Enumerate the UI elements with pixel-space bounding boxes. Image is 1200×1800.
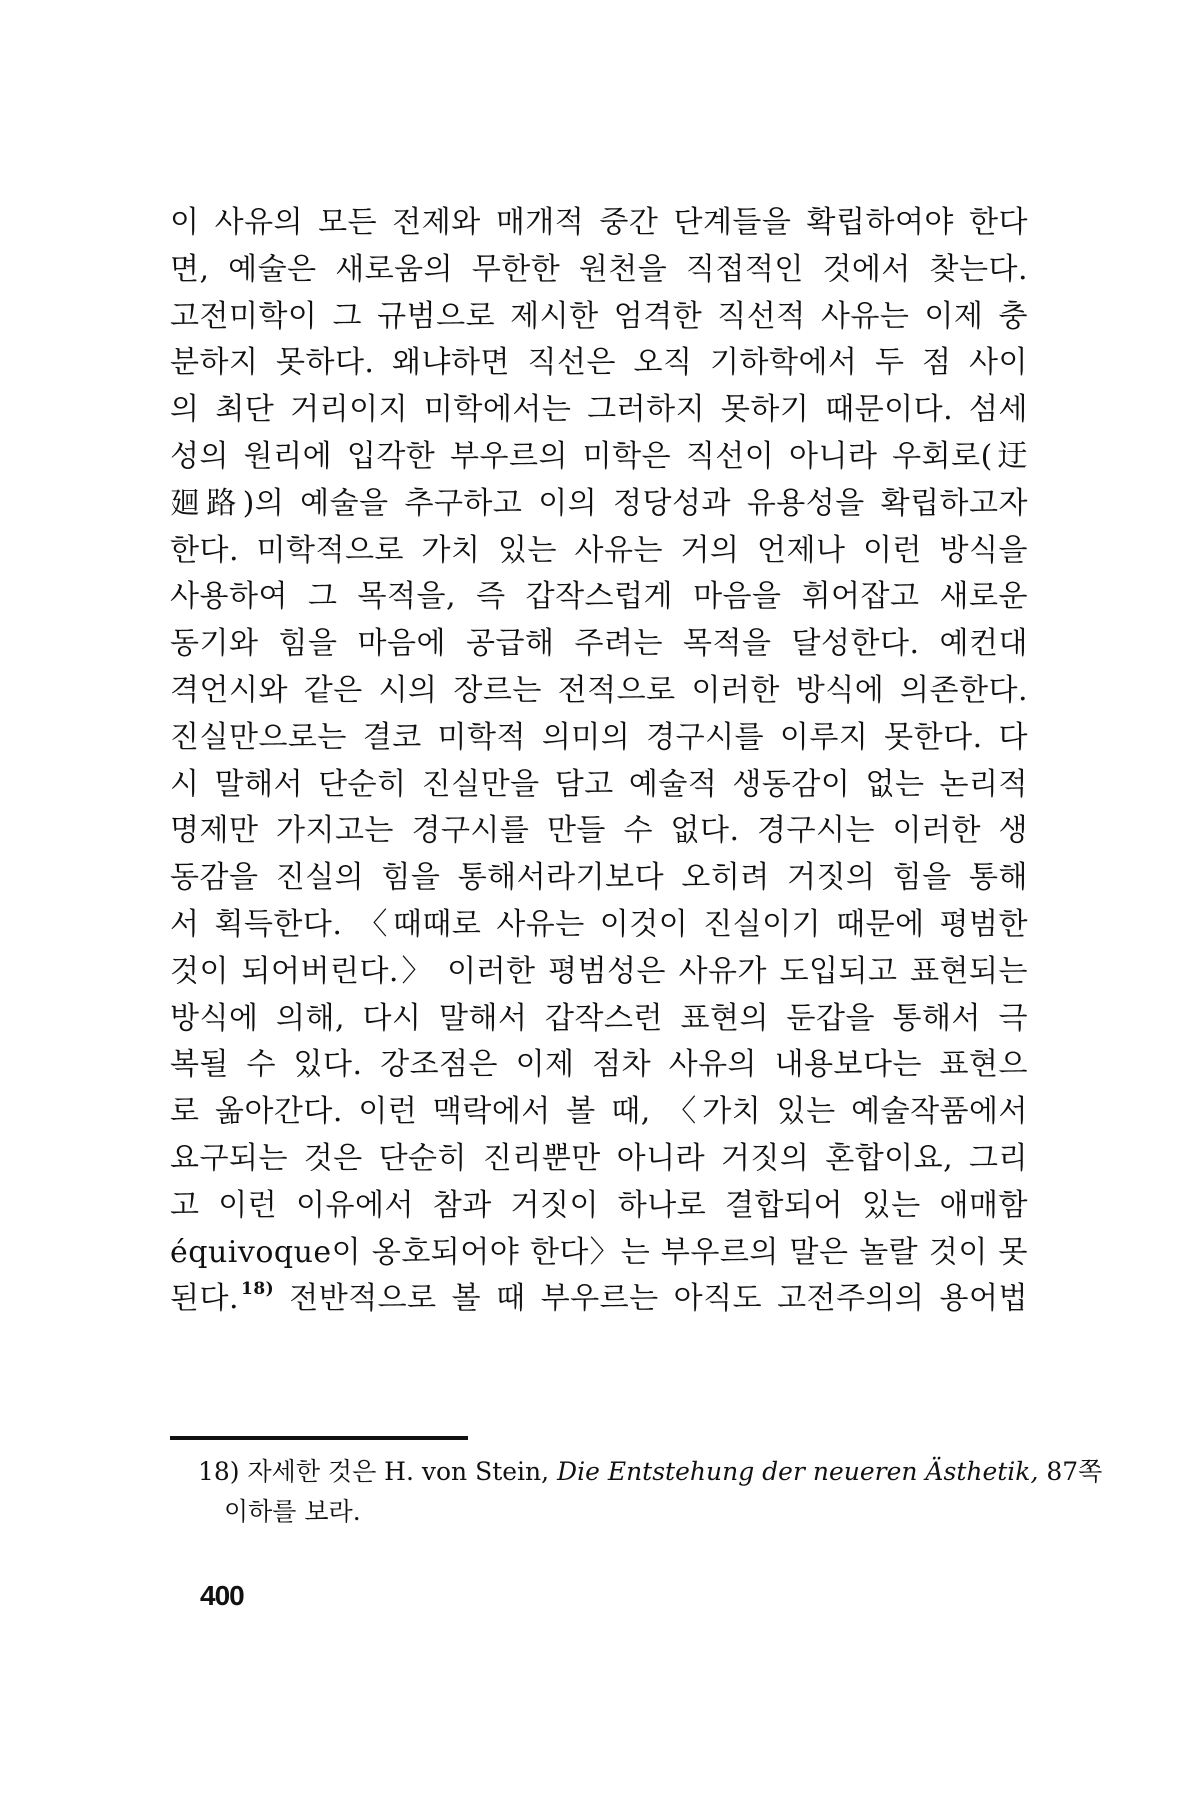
footnote-line-2: 이하를 보라.: [224, 1497, 361, 1526]
body-line: 방식에 의해, 다시 말해서 갑작스런 표현의 둔갑을 통해서 극: [170, 1000, 1028, 1036]
body-line: 사용하여 그 목적을, 즉 갑작스럽게 마음을 휘어잡고 새로운: [170, 579, 1028, 615]
footnote: [198, 1452, 1103, 1532]
body-line-text-after: 전반적으로 볼 때 부우르는 아직도 고전주의의 용어법: [274, 1281, 1028, 1317]
body-text: [170, 200, 1028, 1323]
body-line: 복될 수 있다. 강조점은 이제 점차 사유의 내용보다는 표현으: [170, 1047, 1028, 1083]
body-line: 한다. 미학적으로 가치 있는 사유는 거의 언제나 이런 방식을: [170, 532, 1028, 568]
page-number: 400: [200, 1580, 244, 1611]
body-line: 격언시와 같은 시의 장르는 전적으로 이러한 방식에 의존한다.: [170, 672, 1028, 708]
body-line: 분하지 못하다. 왜냐하면 직선은 오직 기하학에서 두 점 사이: [170, 345, 1028, 381]
body-line: 명제만 가지고는 경구시를 만들 수 없다. 경구시는 이러한 생: [170, 813, 1028, 849]
body-line: 고전미학이 그 규범으로 제시한 엄격한 직선적 사유는 이제 충: [170, 298, 1028, 334]
body-line: 서 획득한다. 〈때때로 사유는 이것이 진실이기 때문에 평범한: [170, 906, 1028, 942]
body-line: 것이 되어버린다.〉 이러한 평범성은 사유가 도입되고 표현되는: [170, 953, 1028, 989]
body-line: 동감을 진실의 힘을 통해서라기보다 오히려 거짓의 힘을 통해: [170, 860, 1028, 896]
footnote-cited-title: Die Entstehung der neueren Ästhetik,: [557, 1457, 1039, 1486]
footnote-text-end: 87쪽: [1038, 1457, 1103, 1486]
body-line: équivoque이 옹호되어야 한다〉는 부우르의 말은 놀랄 것이 못: [170, 1234, 1028, 1270]
body-line-text-before: 된다.: [170, 1281, 239, 1317]
body-line-with-footnote-ref: [170, 1276, 1028, 1323]
body-line: 진실만으로는 결코 미학적 의미의 경구시를 이루지 못한다. 다: [170, 719, 1028, 755]
footnote-text: 자세한 것은 H. von Stein,: [239, 1457, 558, 1486]
body-line: 시 말해서 단순히 진실만을 담고 예술적 생동감이 없는 논리적: [170, 766, 1028, 802]
body-line: 성의 원리에 입각한 부우르의 미학은 직선이 아니라 우회로(迂: [170, 438, 1028, 474]
footnote-line: [198, 1452, 1103, 1492]
body-line: 동기와 힘을 마음에 공급해 주려는 목적을 달성한다. 예컨대: [170, 626, 1028, 662]
footnote-divider: [170, 1436, 468, 1440]
body-line: 의 최단 거리이지 미학에서는 그러하지 못하기 때문이다. 섬세: [170, 392, 1028, 428]
footnote-reference[interactable]: 18): [241, 1279, 275, 1300]
body-line: 廻路)의 예술을 추구하고 이의 정당성과 유용성을 확립하고자: [170, 485, 1028, 521]
body-line: 요구되는 것은 단순히 진리뿐만 아니라 거짓의 혼합이요, 그리: [170, 1140, 1028, 1176]
body-line: 이 사유의 모든 전제와 매개적 중간 단계들을 확립하여야 한다: [170, 205, 1028, 240]
body-line: 면, 예술은 새로움의 무한한 원천을 직접적인 것에서 찾는다.: [170, 251, 1028, 287]
body-line: 고 이런 이유에서 참과 거짓이 하나로 결합되어 있는 애매함: [170, 1187, 1028, 1223]
footnote-marker: 18): [198, 1457, 240, 1486]
body-line: 로 옮아간다. 이런 맥락에서 볼 때, 〈가치 있는 예술작품에서: [170, 1094, 1028, 1130]
